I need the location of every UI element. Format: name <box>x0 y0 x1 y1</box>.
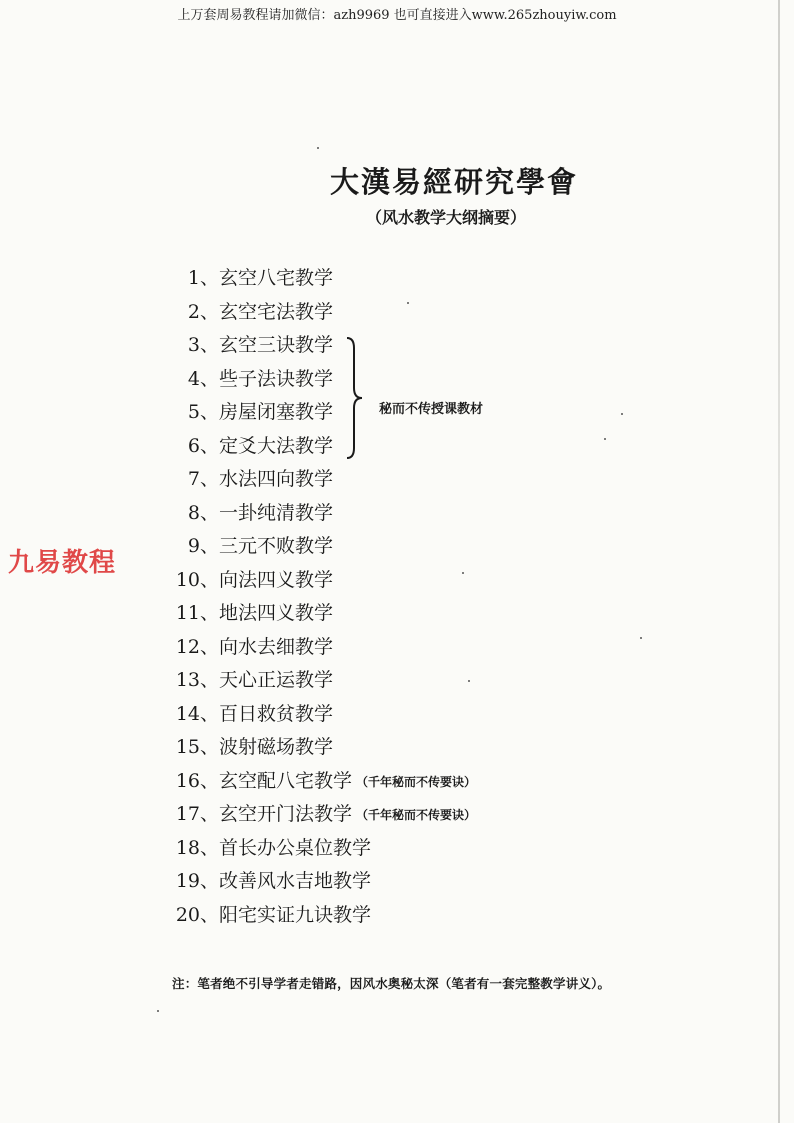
item-number: 11、 <box>175 602 219 624</box>
page-subtitle: （风水教学大纲摘要） <box>366 208 527 227</box>
list-item <box>165 329 476 363</box>
item-title: 玄空开门法教学 <box>219 803 353 825</box>
item-title: 玄空三诀教学 <box>219 334 334 356</box>
item-title: 水法四向教学 <box>219 468 334 490</box>
list-item <box>165 363 476 397</box>
item-number: 13、 <box>175 669 219 691</box>
scan-speck <box>407 302 409 304</box>
scan-speck <box>157 1010 159 1012</box>
list-item <box>165 597 476 631</box>
scan-speck <box>317 147 319 149</box>
watermark-text: 九易教程 <box>8 548 117 578</box>
item-note: （千年秘而不传要诀） <box>356 808 477 822</box>
item-title: 天心正运教学 <box>219 669 334 691</box>
scan-speck <box>604 438 606 440</box>
item-number: 8、 <box>187 501 219 524</box>
item-number: 6、 <box>187 434 219 457</box>
scan-speck <box>640 637 642 639</box>
item-title: 玄空配八宅教学 <box>219 769 353 792</box>
item-title: 定爻大法教学 <box>219 434 334 457</box>
item-number: 14、 <box>175 702 219 725</box>
list-item <box>165 731 476 765</box>
item-title: 房屋闭塞教学 <box>219 401 334 423</box>
brace-label: 秘而不传授课教材 <box>379 402 484 417</box>
item-title: 一卦纯清教学 <box>219 501 334 524</box>
item-number: 18、 <box>175 836 219 859</box>
item-number: 10、 <box>175 568 219 591</box>
item-number: 5、 <box>187 401 219 423</box>
list-item <box>165 832 476 866</box>
scan-speck <box>468 680 470 682</box>
item-number: 16、 <box>175 769 219 792</box>
item-title: 些子法诀教学 <box>219 367 334 390</box>
list-item <box>165 262 476 296</box>
page-title: 大漢易經研究學會 <box>330 165 579 199</box>
item-title: 阳宅实证九诀教学 <box>219 903 372 926</box>
scan-speck <box>462 572 464 574</box>
item-title: 波射磁场教学 <box>219 736 334 758</box>
item-number: 19、 <box>175 870 219 892</box>
item-title: 地法四义教学 <box>219 602 334 624</box>
item-number: 7、 <box>187 468 219 490</box>
top-banner: 上万套周易教程请加微信：azh9969 也可直接进入www.265zhouyiw.com <box>177 8 617 23</box>
item-title: 百日救贫教学 <box>219 702 334 725</box>
list-item <box>165 899 476 933</box>
list-item <box>165 865 476 899</box>
item-number: 1、 <box>187 267 219 289</box>
scan-speck <box>621 413 623 415</box>
item-number: 3、 <box>187 334 219 356</box>
list-item <box>165 463 476 497</box>
list-item <box>165 296 476 330</box>
list-item <box>165 631 476 665</box>
item-number: 2、 <box>187 300 219 323</box>
item-title: 三元不败教学 <box>219 535 334 557</box>
item-title: 玄空八宅教学 <box>219 267 334 289</box>
list-item <box>165 497 476 531</box>
list-item <box>165 798 476 832</box>
list-item <box>165 765 476 799</box>
item-title: 向水去细教学 <box>219 635 334 658</box>
list-item <box>165 698 476 732</box>
item-note: （千年秘而不传要诀） <box>356 774 477 789</box>
footnote: 注：笔者绝不引导学者走错路，因风水奥秘太深（笔者有一套完整教学讲义）。 <box>172 976 611 991</box>
list-item <box>165 564 476 598</box>
item-title: 首长办公桌位教学 <box>219 836 372 859</box>
list-item <box>165 664 476 698</box>
item-number: 20、 <box>175 903 219 926</box>
item-title: 向法四义教学 <box>219 568 334 591</box>
curly-brace-icon <box>344 336 370 460</box>
list-item <box>165 530 476 564</box>
item-title: 玄空宅法教学 <box>219 300 334 323</box>
list-item <box>165 430 476 464</box>
item-number: 9、 <box>187 535 219 557</box>
item-title: 改善风水吉地教学 <box>219 870 372 892</box>
page-edge <box>778 0 780 1123</box>
item-number: 15、 <box>175 736 219 758</box>
syllabus-list <box>165 262 476 932</box>
item-number: 12、 <box>175 635 219 658</box>
item-number: 4、 <box>187 367 219 390</box>
item-number: 17、 <box>175 803 219 825</box>
